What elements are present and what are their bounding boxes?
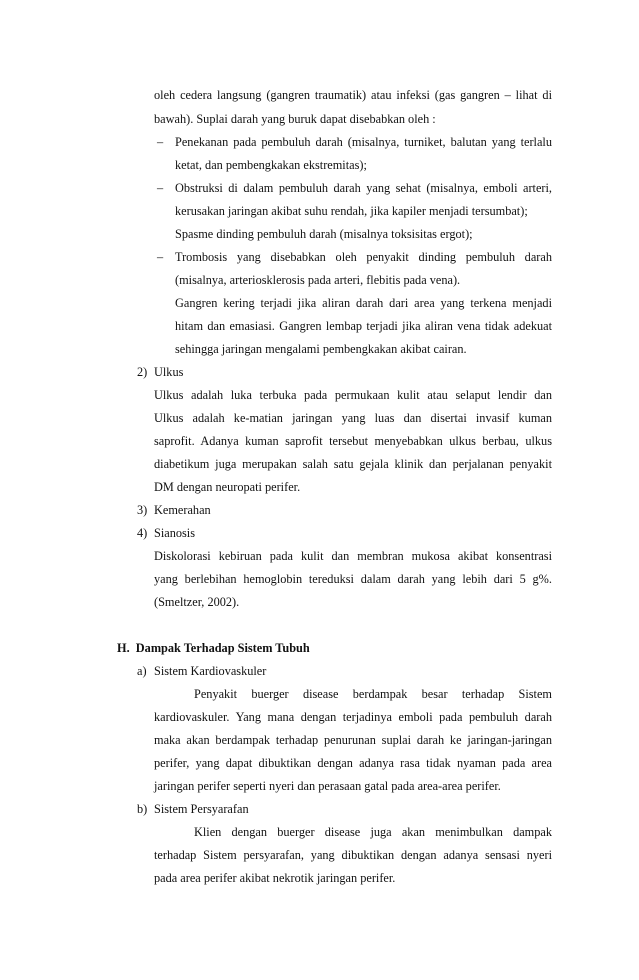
cause-1-line-2: ketat, dan pembengkakan ekstremitas); [175, 158, 367, 172]
item-2-line-2: Ulkus adalah ke-matian jaringan yang luas dan disertai invasif kuman [154, 411, 552, 425]
section-h-a-line-2: kardiovaskuler. Yang mana dengan terjadinya emboli pada pembuluh darah [154, 710, 552, 724]
item-2-title: Ulkus [154, 365, 184, 379]
cause-3-line-2: (misalnya, arteriosklerosis pada arteri, flebitis pada vena). [175, 273, 461, 287]
section-h-a-title: Sistem Kardiovaskuler [154, 664, 267, 678]
intro-line-2: bawah). Suplai darah yang buruk dapat disebabkan oleh : [154, 112, 436, 126]
section-h-a-line-5: jaringan perifer seperti nyeri dan perasaan gatal pada area-area perifer. [154, 779, 501, 793]
item-4-number: 4) [137, 526, 148, 540]
cause-2-line-2: kerusakan jaringan akibat suhu rendah, jika kapiler menjadi tersumbat); [175, 204, 528, 218]
section-h-b-line-2: terhadap Sistem persyarafan, yang dibuktikan dengan adanya sensasi nyeri [154, 848, 552, 862]
cause-1-line-1: Penekanan pada pembuluh darah (misalnya, turniket, balutan yang terlalu [175, 135, 552, 149]
item-2-line-4: diabetikum juga merupakan salah satu gejala klinik dan perjalanan penyakit [154, 457, 552, 471]
section-h-b-title: Sistem Persyarafan [154, 802, 249, 816]
item-2-line-5: DM dengan neuropati perifer. [154, 480, 301, 494]
section-h-b-number: b) [137, 802, 148, 816]
cause-3-line-5: sehingga jaringan mengalami pembengkakan akibat cairan. [175, 342, 467, 356]
cause-1-bullet: – [157, 135, 164, 149]
item-3-title: Kemerahan [154, 503, 211, 517]
cause-3-line-3: Gangren kering terjadi jika aliran darah dari area yang terkena menjadi [175, 296, 552, 310]
cause-2-line-3: Spasme dinding pembuluh darah (misalnya toksisitas ergot); [175, 227, 473, 241]
item-4-line-3: (Smeltzer, 2002). [154, 595, 240, 609]
cause-2-line-1: Obstruksi di dalam pembuluh darah yang sehat (misalnya, emboli arteri, [175, 181, 552, 195]
section-h-a-number: a) [137, 664, 147, 678]
section-h-heading: H. Dampak Terhadap Sistem Tubuh [117, 641, 310, 655]
intro-line-1: oleh cedera langsung (gangren traumatik) atau infeksi (gas gangren – lihat di [154, 88, 552, 102]
cause-3-bullet: – [157, 250, 164, 264]
section-h-b-line-3: pada area perifer akibat nekrotik jaringan perifer. [154, 871, 396, 885]
section-h-a-line-3: maka akan berdampak terhadap penurunan suplai darah ke jaringan-jaringan [154, 733, 552, 747]
item-4-line-2: yang berlebihan hemoglobin tereduksi dalam darah yang lebih dari 5 g%. [154, 572, 552, 586]
item-2-line-3: saprofit. Adanya kuman saprofit tersebut menyebabkan ulkus berbau, ulkus [154, 434, 552, 448]
section-h-b-line-1: Klien dengan buerger disease juga akan menimbulkan dampak [194, 825, 552, 839]
item-4-line-1: Diskolorasi kebiruan pada kulit dan membran mukosa akibat konsentrasi [154, 549, 552, 563]
item-2-number: 2) [137, 365, 148, 379]
item-4-title: Sianosis [154, 526, 195, 540]
item-3-number: 3) [137, 503, 148, 517]
cause-3-line-4: hitam dan emasiasi. Gangren lembap terjadi jika aliran vena tidak adekuat [175, 319, 552, 333]
item-2-line-1: Ulkus adalah luka terbuka pada permukaan kulit atau selaput lendir dan [154, 388, 552, 402]
cause-3-line-1: Trombosis yang disebabkan oleh penyakit dinding pembuluh darah [175, 250, 552, 264]
cause-2-bullet: – [157, 181, 164, 195]
section-h-a-line-4: perifer, yang dapat dibuktikan dengan adanya rasa tidak nyaman pada area [154, 756, 552, 770]
section-h-a-line-1: Penyakit buerger disease berdampak besar terhadap Sistem [194, 687, 552, 701]
